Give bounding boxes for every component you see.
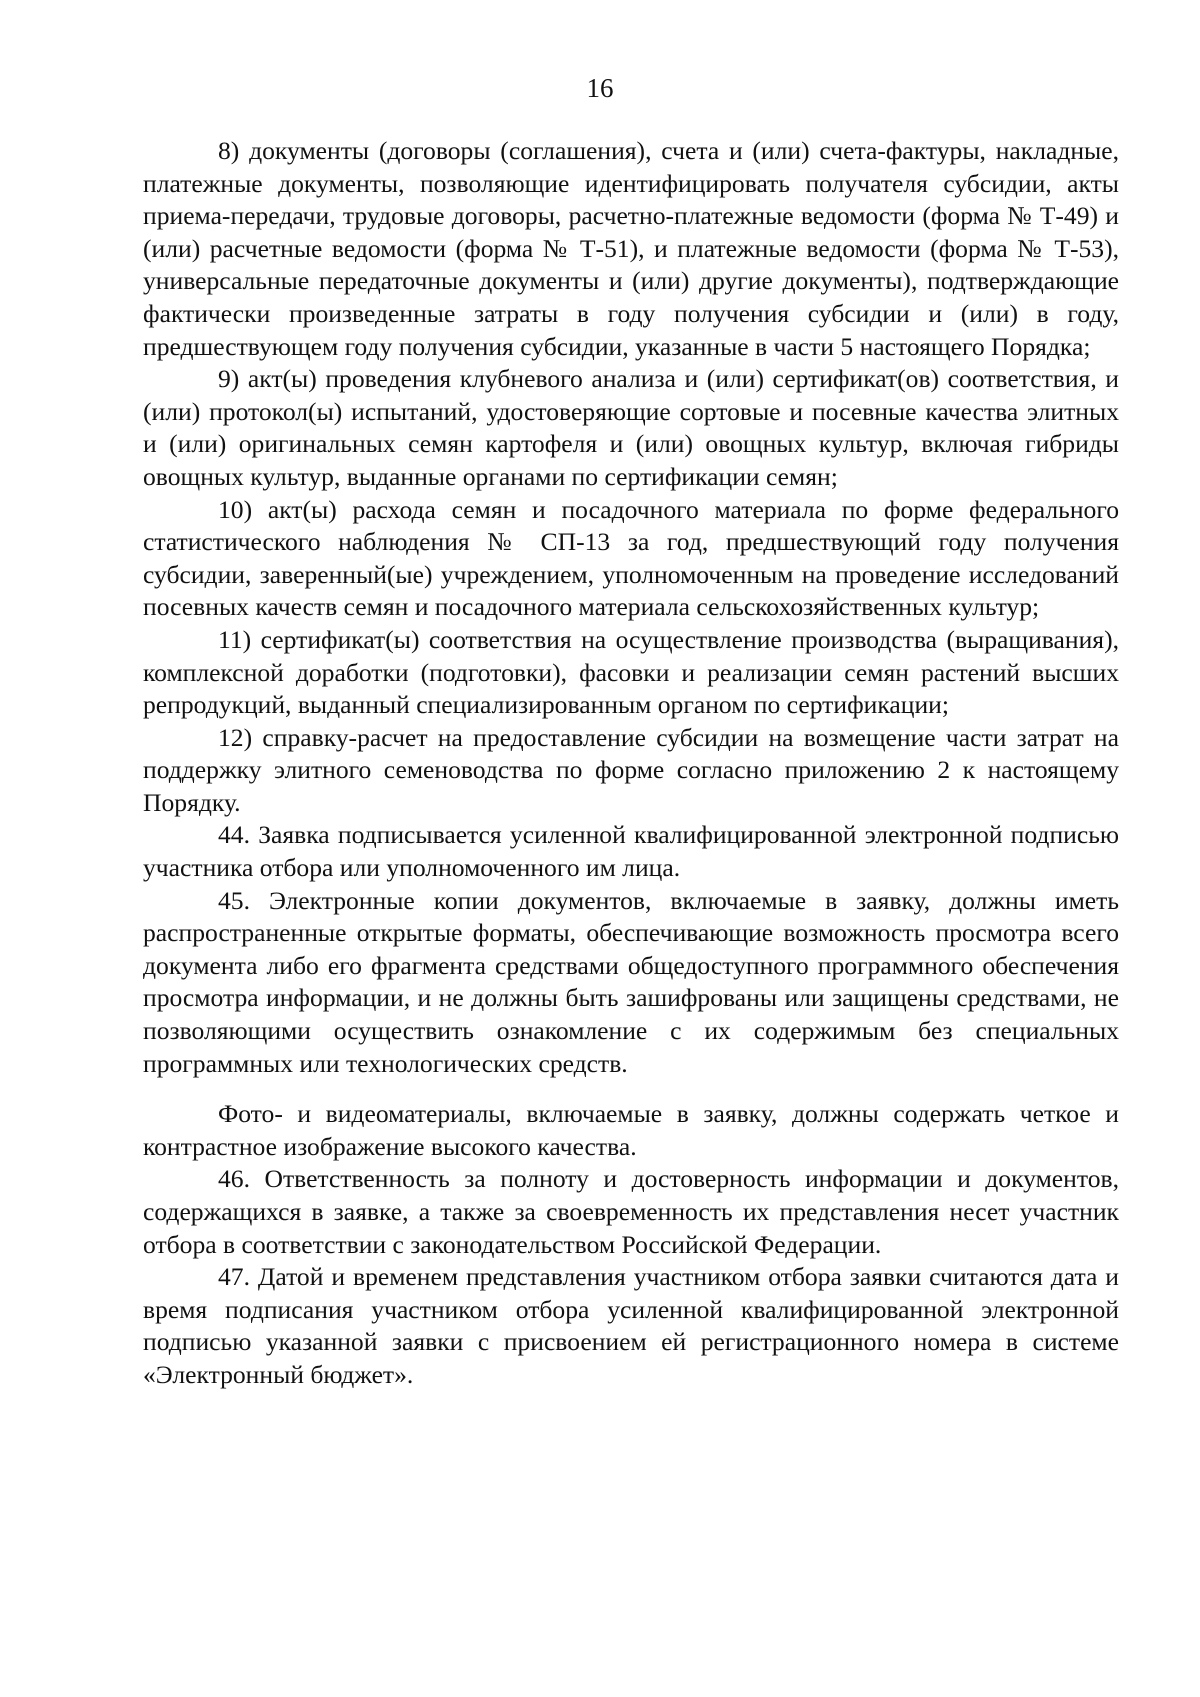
list-item-11: 11) сертификат(ы) соответствия на осуществление производства (выращивания), комплексной доработки (подготовки), фасовки и реализации семян растений высших репродукций, выданный специализированным органом по сертификации; bbox=[143, 624, 1119, 720]
document-body bbox=[143, 135, 1119, 1392]
page-number: 16 bbox=[586, 73, 614, 103]
list-item-9: 9) акт(ы) проведения клубневого анализа и (или) сертификат(ов) соответствия, и (или) протокол(ы) испытаний, удостоверяющие сортовые и посевные качества элитных и (или) оригинальных семян картофеля и (или) овощных культур, включая гибриды овощных культур, выданные органами по сертификации семян; bbox=[143, 364, 1119, 491]
list-item-12: 12) справку-расчет на предоставление субсидии на возмещение части затрат на поддержку элитного семеноводства по форме согласно приложению 2 к настоящему Порядку. bbox=[143, 722, 1119, 817]
clause-45: 45. Электронные копии документов, включаемые в заявку, должны иметь распространенные открытые форматы, обеспечивающие возможность просмотра всего документа либо его фрагмента средствами общедоступного программного обеспечения просмотра информации, и не должны быть зашифрованы или защищены средствами, не позволяющими осуществить ознакомление с их содержимым без специальных программных или технологических средств. bbox=[143, 885, 1119, 1078]
clause-44: 44. Заявка подписывается усиленной квалифицированной электронной подписью участника отбора или уполномоченного им лица. bbox=[143, 820, 1119, 883]
clause-45-media-note: Фото- и видеоматериалы, включаемые в заявку, должны содержать четкое и контрастное изображение высокого качества. bbox=[143, 1099, 1119, 1161]
clause-47: 47. Датой и временем представления участником отбора заявки считаются дата и время подписания участником отбора усиленной квалифицированной электронной подписью указанной заявки с присвоением ей регистрационного номера в системе «Электронный бюджет». bbox=[143, 1262, 1119, 1389]
clause-46: 46. Ответственность за полноту и достоверность информации и документов, содержащихся в заявке, а также за своевременность их представления несет участник отбора в соответствии с законодательством Российской Федерации. bbox=[143, 1164, 1119, 1259]
list-item-8: 8) документы (договоры (соглашения), счета и (или) счета-фактуры, накладные, платежные документы, позволяющие идентифицировать получателя субсидии, акты приема-передачи, трудовые договоры, расчетно-платежные ведомости (форма № Т-49) и (или) расчетные ведомости (форма № Т-51), и платежные ведомости (форма № Т-53), универсальные передаточные документы и (или) другие документы), подтверждающие фактически произведенные затраты в году получения субсидии и (или) в году, предшествующем году получения субсидии, указанные в части 5 настоящего Порядка; bbox=[143, 136, 1119, 361]
list-item-10: 10) акт(ы) расхода семян и посадочного материала по форме федерального статистического наблюдения № СП-13 за год, предшествующий году получения субсидии, заверенный(ые) учреждением, уполномоченным на проведение исследований посевных качеств семян и посадочного материала сельскохозяйственных культур; bbox=[143, 494, 1119, 622]
